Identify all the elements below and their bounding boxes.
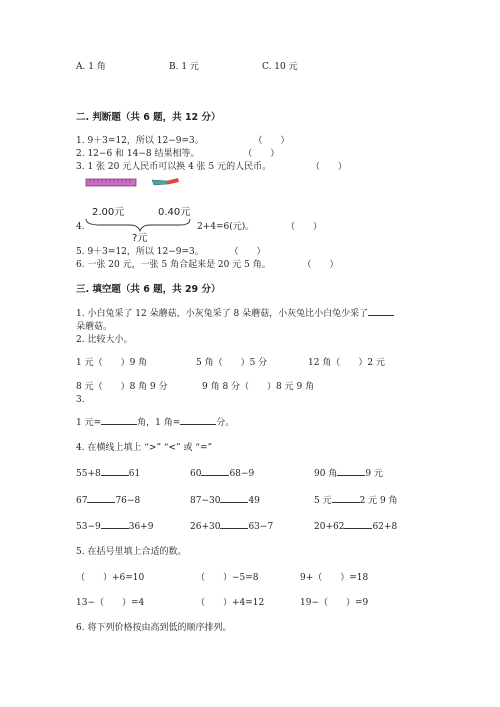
blank-compare: 5 元 2 元 9 角 — [314, 496, 398, 506]
paren-equation: 13−（ ）=4 — [76, 598, 145, 608]
blank-compare: 53−9 36+9 — [76, 522, 154, 532]
compare-item: 5 角（ ）5 分 — [196, 358, 268, 368]
compare-blank[interactable] — [337, 475, 365, 476]
section3-title: 三. 填空题（共 6 题，共 29 分） — [76, 284, 221, 295]
judge-q5: 5. 9＋3=12，所以 12−9=3。 （ ） — [76, 247, 266, 257]
judge-q5-paren: （ ） — [229, 247, 266, 257]
blank-compare: 87−30 49 — [190, 496, 260, 506]
pencil-knife-icon — [152, 178, 179, 185]
compare-blank[interactable] — [101, 475, 129, 476]
price-question: ?元 — [132, 233, 148, 244]
judge-q6: 6. 一张 20 元，一张 5 角合起来是 20 元 5 角。 （ ） — [76, 260, 339, 270]
blank-compare: 20+62 62+8 — [314, 522, 398, 532]
blank-compare: 60 68−9 — [190, 469, 255, 479]
paren-equation: 19−（ ）=9 — [300, 598, 369, 608]
blank-compare: 90 角 9 元 — [314, 469, 383, 479]
compare-item: 8 元（ ）8 角 9 分 — [76, 382, 168, 392]
paren-equation: （ ）+6=10 — [76, 573, 145, 583]
judge-q2-paren: （ ） — [243, 149, 280, 159]
fill-q2: 2. 比较大小。 — [76, 335, 133, 345]
fill-q3-blank-2[interactable] — [180, 424, 216, 425]
judge-q4-number: 4. — [76, 222, 85, 232]
ruler-icon — [86, 179, 136, 186]
fill-q4: 4. 在横线上填上 “>” “<” 或 “=” — [76, 443, 213, 453]
ruler-knife-illustration — [82, 175, 192, 245]
price-right: 0.40元 — [158, 207, 191, 218]
compare-item: 9 角 8 分（ ）8 元 9 角 — [202, 382, 315, 392]
paren-equation: （ ）+4=12 — [196, 598, 265, 608]
fill-q1-line2: 朵蘑菇。 — [76, 322, 113, 332]
brace — [86, 219, 190, 231]
judge-q3: 3. 1 张 20 元人民币可以换 4 张 5 元的人民币。 （ ） — [76, 162, 347, 172]
blank-compare: 67 76−8 — [76, 496, 141, 506]
judge-q2: 2. 12−6 和 14−8 结果相等。 （ ） — [76, 149, 280, 159]
compare-blank[interactable] — [87, 502, 115, 503]
judge-q1-paren: （ ） — [253, 136, 290, 146]
compare-blank[interactable] — [344, 528, 372, 529]
judge-q4: 2+4=6(元)。 （ ） — [197, 222, 323, 232]
option-a: A. 1 角 — [76, 62, 106, 72]
compare-item: 1 元（ ）9 角 — [76, 358, 148, 368]
compare-blank[interactable] — [201, 475, 229, 476]
option-c: C. 10 元 — [262, 62, 298, 72]
fill-q3-number: 3. — [76, 395, 85, 405]
compare-blank[interactable] — [332, 502, 360, 503]
compare-item: 12 角（ ）2 元 — [308, 358, 385, 368]
judge-q4-paren: （ ） — [286, 222, 323, 232]
fill-q1-blank[interactable] — [368, 315, 394, 316]
price-left: 2.00元 — [92, 207, 125, 218]
fill-q3-blank-1[interactable] — [101, 424, 137, 425]
judge-q3-paren: （ ） — [310, 162, 347, 172]
fill-q5: 5. 在括号里填上合适的数。 — [76, 547, 187, 557]
option-b: B. 1 元 — [169, 62, 199, 72]
judge-q6-paren: （ ） — [302, 260, 339, 270]
fill-q6: 6. 将下列价格按由高到低的顺序排列。 — [76, 623, 232, 633]
section2-title: 二. 判断题（共 6 题，共 12 分） — [76, 112, 221, 123]
paren-equation: （ ）−5=8 — [196, 573, 259, 583]
compare-blank[interactable] — [101, 528, 129, 529]
blank-compare: 55+8 61 — [76, 469, 141, 479]
judge-q1: 1. 9＋3=12，所以 12−9=3。 （ ） — [76, 136, 290, 146]
paren-equation: 9+（ ）=18 — [300, 573, 369, 583]
compare-blank[interactable] — [220, 502, 248, 503]
compare-blank[interactable] — [220, 528, 248, 529]
fill-q1-line1: 1. 小白兔采了 12 朵蘑菇，小灰兔采了 8 朵蘑菇，小灰兔比小白兔少采了 — [76, 308, 394, 320]
fill-q3: 1 元= 角，1 角= 分。 — [76, 418, 235, 428]
blank-compare: 26+30 63−7 — [190, 522, 274, 532]
